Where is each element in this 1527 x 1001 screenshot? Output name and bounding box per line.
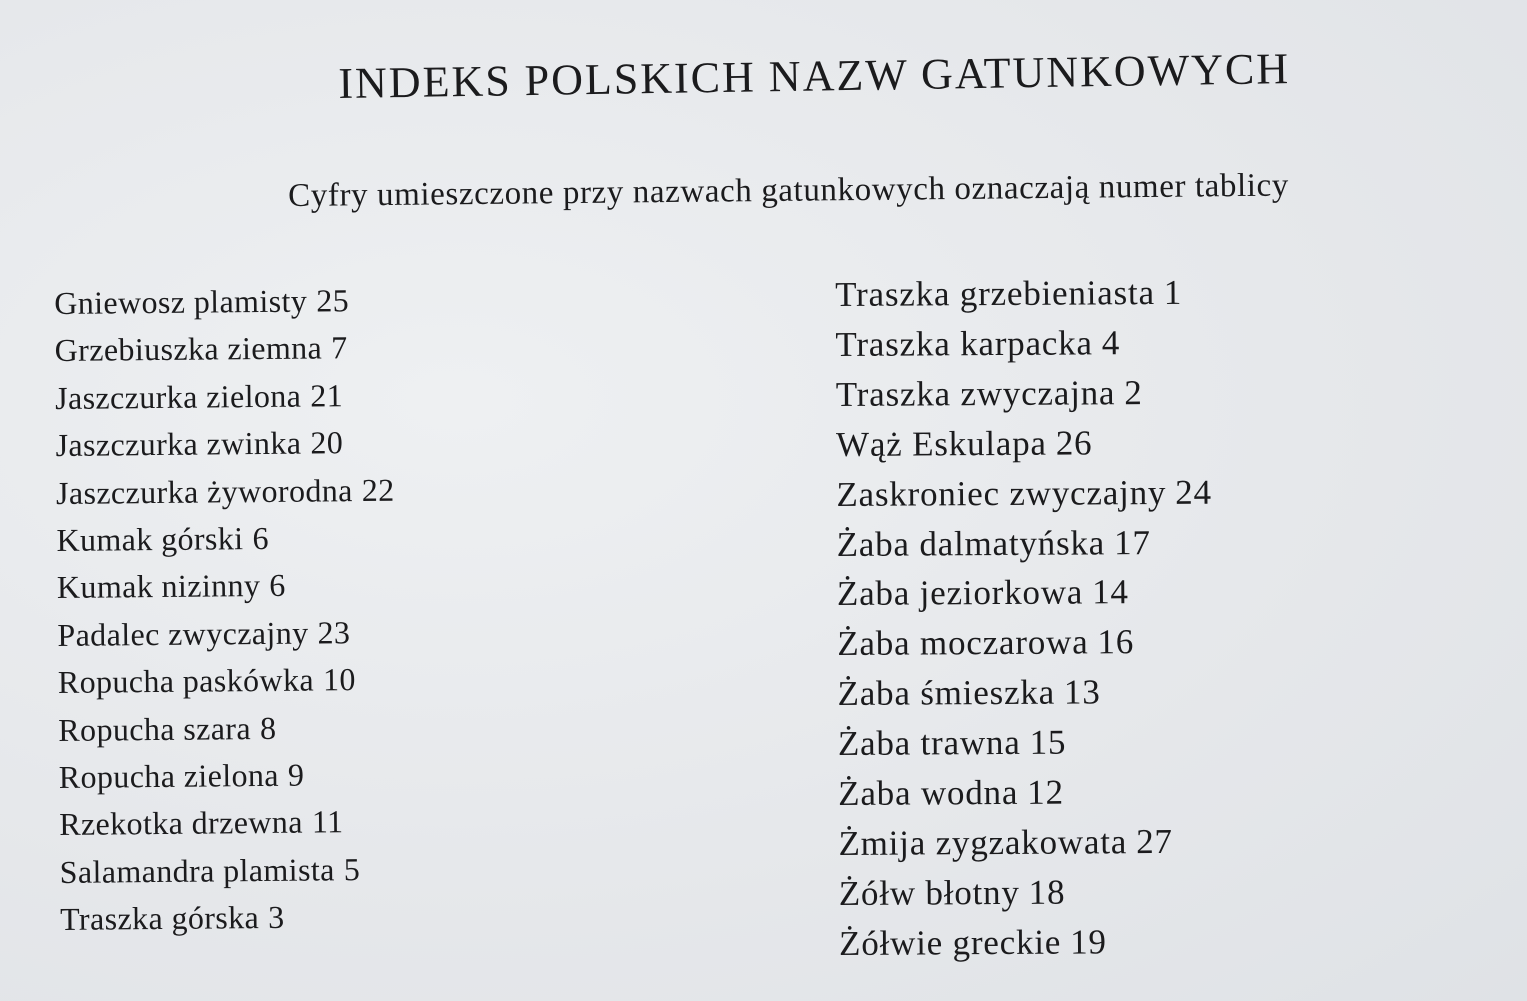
species-name: Zaskroniec zwyczajny [836,472,1167,514]
plate-number: 14 [1092,572,1129,612]
species-name: Traszka górska [59,899,260,938]
index-entry [835,318,1211,370]
index-entry [59,846,398,897]
plate-number: 15 [1029,722,1067,762]
plate-number: 21 [310,377,344,414]
plate-number: 6 [269,567,286,604]
plate-number: 19 [1070,922,1107,962]
plate-number: 8 [259,709,277,746]
plate-number: 4 [1101,323,1121,363]
species-name: Grzebiuszka ziemna [54,329,323,369]
species-name: Żaba wodna [838,772,1019,814]
index-entry [57,609,396,660]
species-name: Salamandra plamista [59,851,335,890]
index-entry [836,467,1212,519]
index-entry [838,767,1214,819]
plate-number: 17 [1113,522,1151,562]
plate-number: 22 [361,471,395,508]
plate-number: 26 [1055,423,1093,463]
index-entry [837,517,1213,569]
plate-number: 2 [1124,372,1143,413]
index-entry [837,567,1213,619]
page-subtitle: Cyfry umieszczone przy nazwach gatunkowych oznaczają numer tablicy [288,167,1290,214]
index-entry [55,419,394,470]
index-entry [836,417,1212,469]
plate-number: 6 [252,519,270,557]
species-name: Ropucha szara [58,709,252,748]
plate-number: 10 [322,661,356,698]
plate-number: 13 [1063,672,1101,712]
species-name: Ropucha zielona [58,756,280,796]
index-entry [55,372,394,423]
species-name: Traszka grzebieniasta [835,273,1155,314]
plate-number: 12 [1027,772,1064,812]
plate-number: 24 [1175,472,1212,512]
species-name: Traszka zwyczajna [835,373,1116,414]
index-entry [56,514,395,565]
species-name: Ropucha paskówka [57,661,315,701]
index-entry [59,798,398,849]
species-name: Żaba moczarowa [837,622,1089,664]
index-entry [838,817,1214,869]
index-entry [59,751,398,802]
species-name: Jaszczurka zielona [54,377,302,416]
index-entry [839,867,1215,919]
index-column-right [835,268,1215,969]
index-entry [57,561,396,612]
plate-number: 3 [268,899,285,936]
species-name: Żaba dalmatyńska [836,522,1106,564]
species-name: Żółw błotny [838,872,1020,913]
species-name: Żaba śmieszka [837,672,1056,714]
index-entry [54,324,393,375]
plate-number: 9 [287,756,305,793]
plate-number: 16 [1097,622,1135,662]
species-name: Jaszczurka żyworodna [55,471,353,511]
index-column-left [54,277,399,944]
page-title: INDEKS POLSKICH NAZW GATUNKOWYCH [338,44,1291,108]
index-entry [835,268,1211,320]
species-name: Żaba jeziorkowa [836,572,1084,614]
species-name: Gniewosz plamisty [54,282,308,321]
species-name: Żółwie greckie [838,922,1062,963]
index-entry [58,656,397,707]
plate-number: 7 [331,329,348,366]
species-name: Żaba trawna [837,723,1021,764]
species-name: Jaszczurka zwinka [55,424,302,464]
species-name: Kumak nizinny [56,567,261,606]
index-entry [839,916,1215,968]
species-name: Padalec zwyczajny [57,614,309,653]
index-entry [56,466,395,517]
species-name: Kumak górski [56,520,244,559]
species-name: Traszka karpacka [835,323,1093,364]
plate-number: 25 [316,282,350,319]
plate-number: 11 [311,803,344,841]
index-entry [58,703,397,754]
plate-number: 27 [1136,821,1173,862]
plate-number: 20 [310,424,344,461]
index-entry [836,368,1212,420]
plate-number: 1 [1163,272,1183,312]
species-name: Wąż Eskulapa [835,423,1047,464]
plate-number: 23 [317,614,351,651]
species-name: Rzekotka drzewna [59,804,304,843]
index-entry [837,667,1213,719]
plate-number: 18 [1028,872,1066,912]
index-entry [838,717,1214,769]
plate-number: 5 [343,850,361,888]
index-entry [60,893,399,944]
index-entry [837,617,1213,669]
species-name: Żmija zygzakowata [838,822,1128,863]
index-entry [54,277,393,328]
